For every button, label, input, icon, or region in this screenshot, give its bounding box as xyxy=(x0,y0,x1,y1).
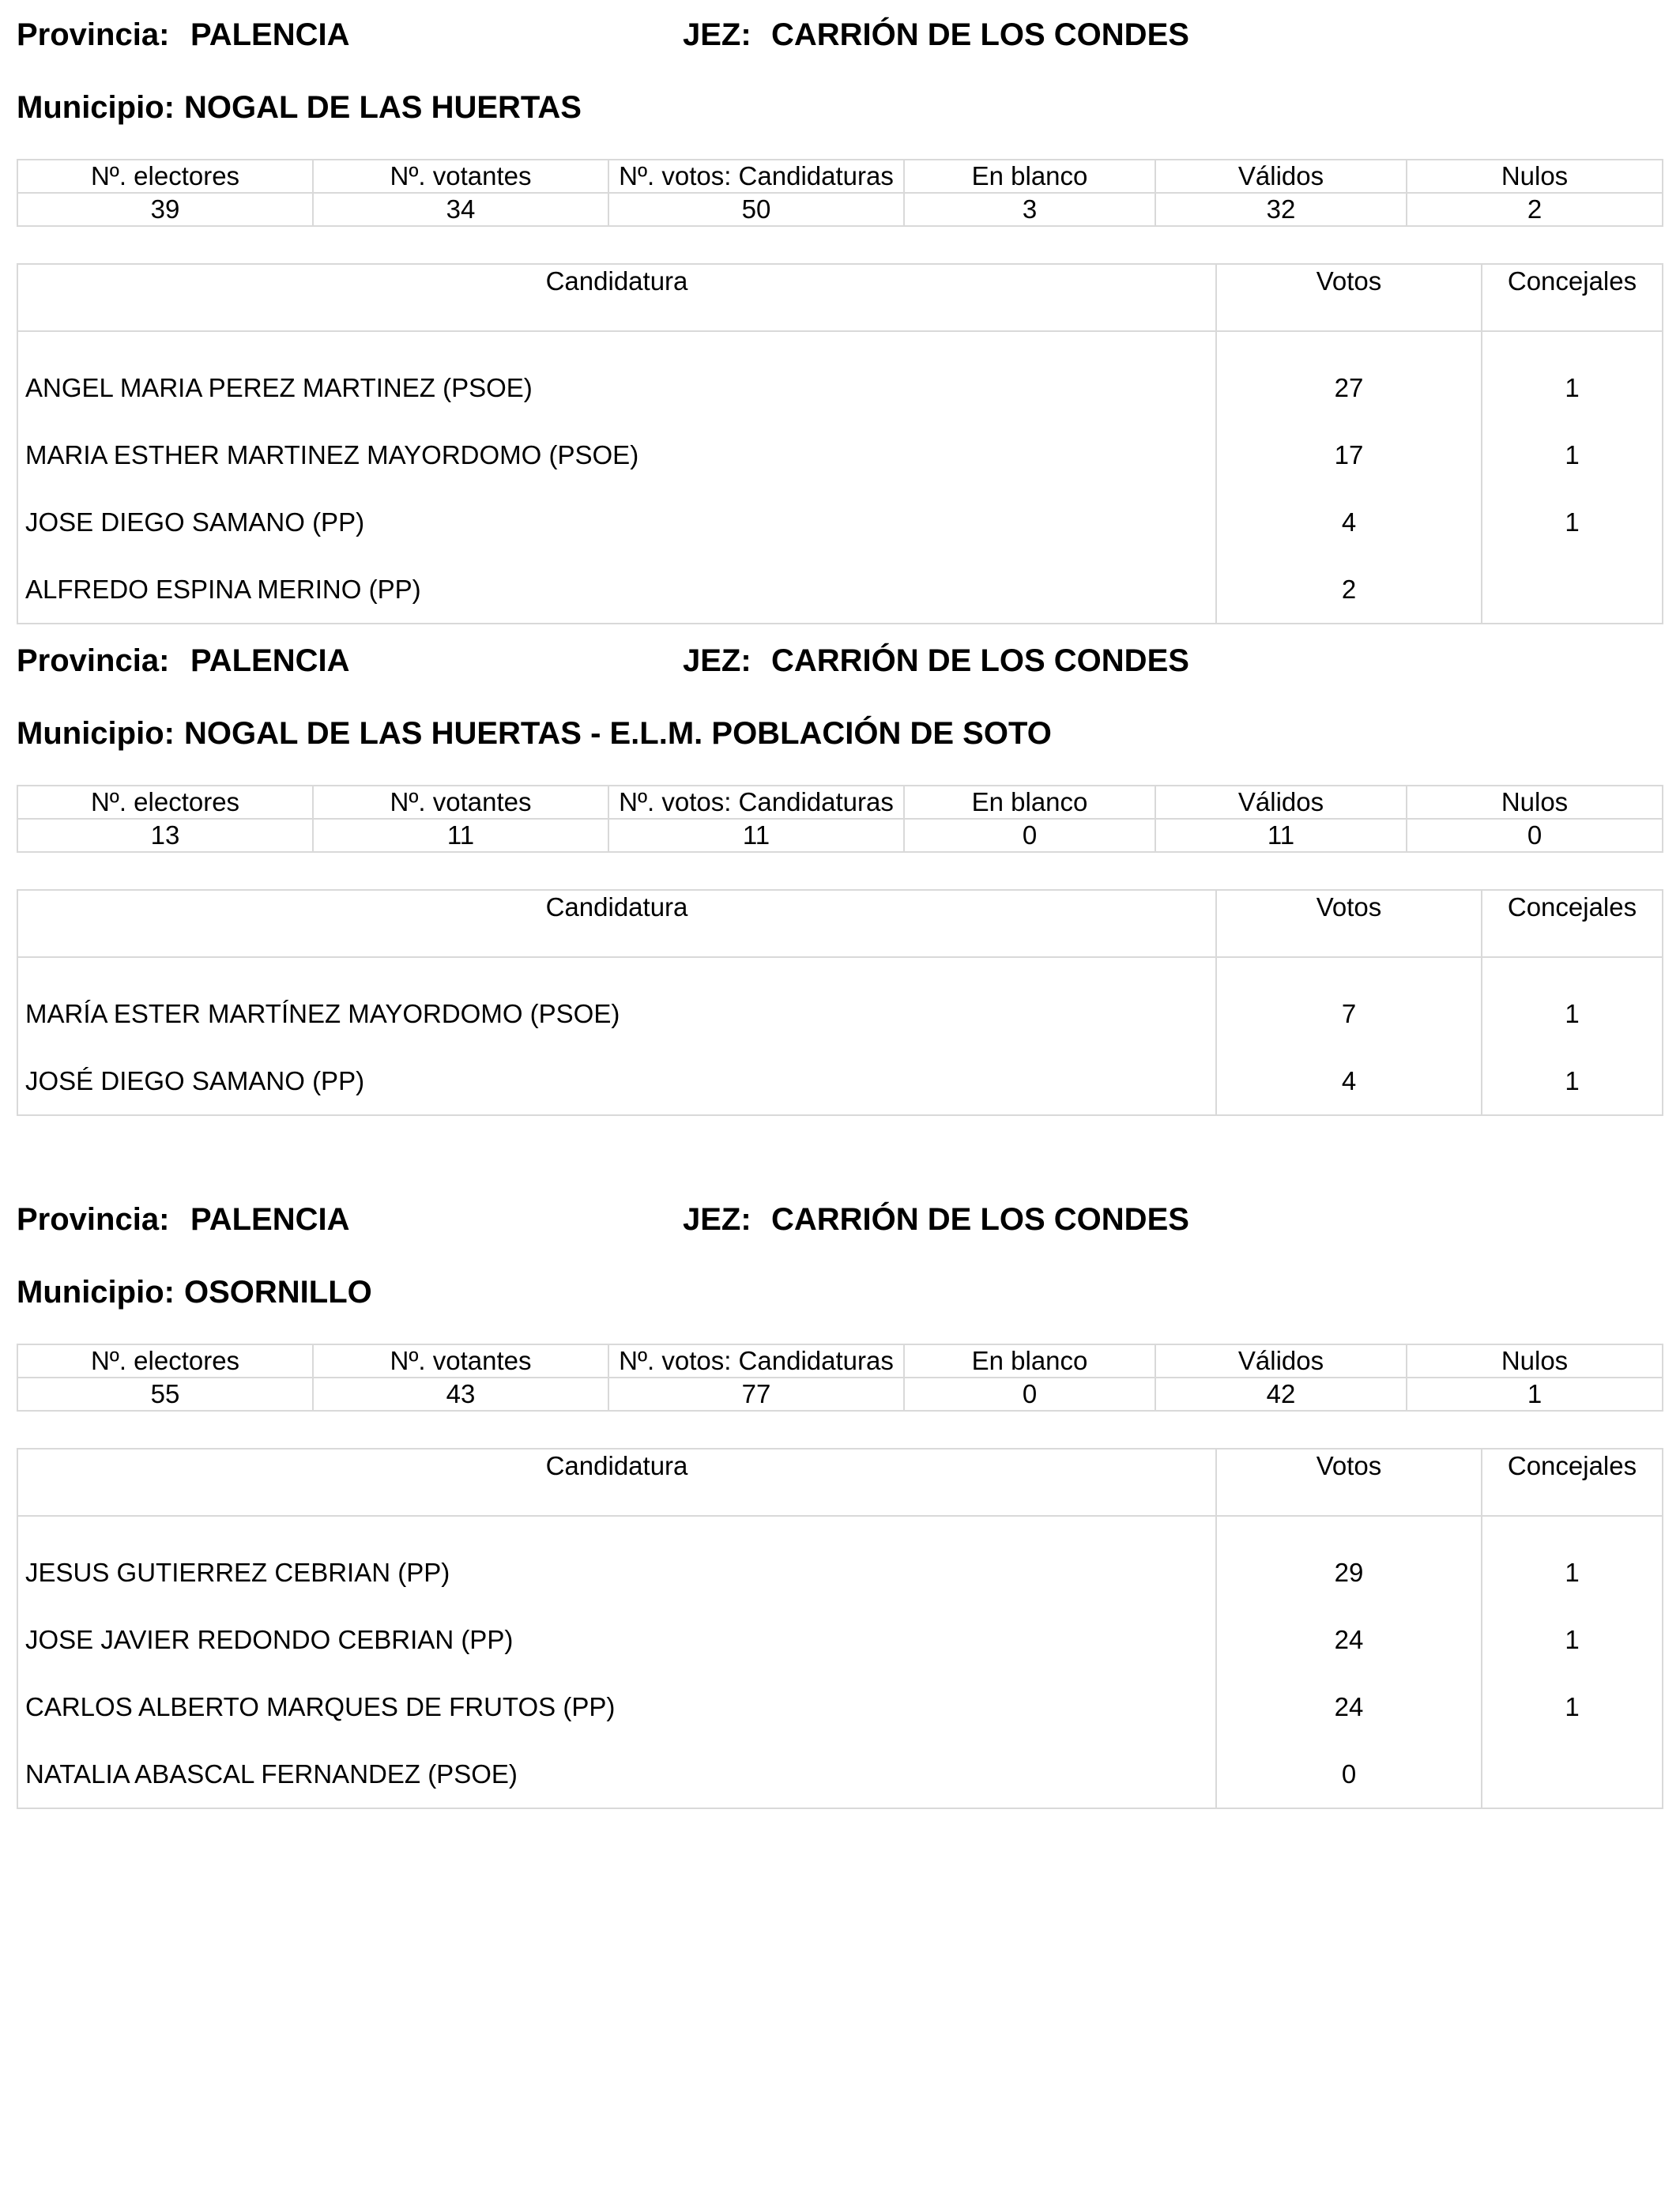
municipio-label: Municipio: xyxy=(17,90,175,125)
provincia-value: PALENCIA xyxy=(190,17,350,52)
candidate-concejales xyxy=(1482,556,1663,624)
jez-value: CARRIÓN DE LOS CONDES xyxy=(771,643,1189,678)
candidate-name: JESUS GUTIERREZ CEBRIAN (PP) xyxy=(17,1516,1216,1606)
candidate-name: JOSE DIEGO SAMANO (PP) xyxy=(17,488,1216,556)
stats-value-row xyxy=(17,1378,1663,1411)
candidate-votes: 2 xyxy=(1216,556,1482,624)
stats-header-cell: Válidos xyxy=(1155,160,1407,193)
municipio-section xyxy=(17,643,1662,1116)
candidate-name: CARLOS ALBERTO MARQUES DE FRUTOS (PP) xyxy=(17,1673,1216,1740)
candidate-concejales: 1 xyxy=(1565,439,1580,469)
jez-label: JEZ: xyxy=(683,1202,751,1237)
candidate-name: MARÍA ESTER MARTÍNEZ MAYORDOMO (PSOE) xyxy=(17,957,1216,1047)
candidate-concejales: 1 xyxy=(1565,1065,1580,1095)
stats-value-cell: 39 xyxy=(17,193,313,226)
candidate-row xyxy=(17,1516,1663,1606)
stats-value-cell: 77 xyxy=(608,1378,904,1411)
candidate-name: ANGEL MARIA PEREZ MARTINEZ (PSOE) xyxy=(17,331,1216,421)
provincia-label: Provincia: xyxy=(17,17,170,52)
stats-value-cell: 11 xyxy=(313,819,608,852)
candidates-header-row xyxy=(17,264,1663,331)
stats-value-cell: 1 xyxy=(1407,1378,1663,1411)
candidate-row xyxy=(17,1047,1663,1115)
candidate-row xyxy=(17,488,1663,556)
jez-value: CARRIÓN DE LOS CONDES xyxy=(771,17,1189,52)
provincia-label: Provincia: xyxy=(17,1202,170,1237)
stats-value-cell: 2 xyxy=(1407,193,1663,226)
candidates-table xyxy=(17,1448,1663,1809)
candidate-votes: 24 xyxy=(1216,1606,1482,1673)
provincia-value: PALENCIA xyxy=(190,1202,350,1237)
votos-header: Votos xyxy=(1216,890,1482,957)
provincia-label: Provincia: xyxy=(17,643,170,678)
concejales-header: Concejales xyxy=(1482,1449,1663,1516)
stats-header-cell: Nº. votos: Candidaturas xyxy=(608,1344,904,1378)
stats-header-cell: Nº. votantes xyxy=(313,1344,608,1378)
candidate-row xyxy=(17,556,1663,624)
stats-value-cell: 43 xyxy=(313,1378,608,1411)
stats-header-cell: En blanco xyxy=(904,1344,1155,1378)
municipio-title xyxy=(17,90,1662,138)
stats-header-row xyxy=(17,1344,1663,1378)
stats-value-cell: 0 xyxy=(904,819,1155,852)
municipio-value: OSORNILLO xyxy=(183,1275,372,1310)
candidates-header-row xyxy=(17,1449,1663,1516)
stats-value-cell: 11 xyxy=(608,819,904,852)
stats-value-cell: 3 xyxy=(904,193,1155,226)
candidate-concejales: 1 xyxy=(1565,1624,1580,1654)
stats-table xyxy=(17,785,1663,853)
candidate-name: NATALIA ABASCAL FERNANDEZ (PSOE) xyxy=(17,1740,1216,1808)
candidatura-header: Candidatura xyxy=(17,1449,1216,1516)
stats-value-cell: 0 xyxy=(1407,819,1663,852)
municipio-label: Municipio: xyxy=(17,716,175,751)
jez-value: CARRIÓN DE LOS CONDES xyxy=(771,1202,1189,1237)
candidate-votes: 17 xyxy=(1216,421,1482,488)
candidate-row xyxy=(17,331,1663,421)
candidate-row xyxy=(17,1606,1663,1673)
votos-header: Votos xyxy=(1216,264,1482,331)
candidate-concejales: 1 xyxy=(1565,998,1580,1028)
municipio-label: Municipio: xyxy=(17,1275,175,1310)
provincia-value: PALENCIA xyxy=(190,643,350,678)
candidates-header-row xyxy=(17,890,1663,957)
stats-value-row xyxy=(17,193,1663,226)
municipio-section xyxy=(17,1202,1662,1809)
stats-table xyxy=(17,1344,1663,1412)
stats-header-cell: Nº. votantes xyxy=(313,786,608,819)
stats-value-cell: 34 xyxy=(313,193,608,226)
stats-value-cell: 32 xyxy=(1155,193,1407,226)
candidate-votes: 4 xyxy=(1216,488,1482,556)
stats-header-row xyxy=(17,160,1663,193)
candidates-table xyxy=(17,889,1663,1116)
stats-value-cell: 0 xyxy=(904,1378,1155,1411)
municipio-section xyxy=(17,17,1662,624)
candidate-row xyxy=(17,421,1663,488)
candidate-name: JOSE JAVIER REDONDO CEBRIAN (PP) xyxy=(17,1606,1216,1673)
stats-header-cell: Nº. votantes xyxy=(313,160,608,193)
jez-label: JEZ: xyxy=(683,643,751,678)
candidate-votes: 24 xyxy=(1216,1673,1482,1740)
section-header xyxy=(17,1202,1662,1250)
candidate-votes: 29 xyxy=(1216,1516,1482,1606)
stats-header-cell: En blanco xyxy=(904,786,1155,819)
stats-table xyxy=(17,159,1663,227)
stats-header-cell: En blanco xyxy=(904,160,1155,193)
candidate-votes: 0 xyxy=(1216,1740,1482,1808)
stats-header-cell: Nº. electores xyxy=(17,160,313,193)
stats-value-cell: 50 xyxy=(608,193,904,226)
candidatura-header: Candidatura xyxy=(17,890,1216,957)
municipio-title xyxy=(17,716,1662,763)
votos-header: Votos xyxy=(1216,1449,1482,1516)
candidate-votes: 7 xyxy=(1216,957,1482,1047)
stats-header-cell: Válidos xyxy=(1155,786,1407,819)
candidate-row xyxy=(17,1673,1663,1740)
stats-header-cell: Nº. electores xyxy=(17,786,313,819)
stats-value-cell: 55 xyxy=(17,1378,313,1411)
municipio-value: NOGAL DE LAS HUERTAS xyxy=(183,90,582,125)
candidate-name: MARIA ESTHER MARTINEZ MAYORDOMO (PSOE) xyxy=(17,421,1216,488)
concejales-header: Concejales xyxy=(1482,890,1663,957)
stats-header-cell: Nº. votos: Candidaturas xyxy=(608,160,904,193)
section-header xyxy=(17,17,1662,65)
candidate-row xyxy=(17,957,1663,1047)
candidate-concejales xyxy=(1482,1740,1663,1808)
stats-header-cell: Nº. electores xyxy=(17,1344,313,1378)
stats-header-cell: Válidos xyxy=(1155,1344,1407,1378)
jez-label: JEZ: xyxy=(683,17,751,52)
candidate-concejales: 1 xyxy=(1565,507,1580,537)
candidate-concejales: 1 xyxy=(1565,372,1580,402)
section-header xyxy=(17,643,1662,691)
candidate-name: JOSÉ DIEGO SAMANO (PP) xyxy=(17,1047,1216,1115)
candidatura-header: Candidatura xyxy=(17,264,1216,331)
candidates-table xyxy=(17,263,1663,624)
candidate-row xyxy=(17,1740,1663,1808)
candidate-votes: 4 xyxy=(1216,1047,1482,1115)
stats-value-row xyxy=(17,819,1663,852)
stats-value-cell: 42 xyxy=(1155,1378,1407,1411)
stats-value-cell: 13 xyxy=(17,819,313,852)
stats-header-cell: Nulos xyxy=(1407,786,1663,819)
stats-header-cell: Nulos xyxy=(1407,1344,1663,1378)
municipio-title xyxy=(17,1275,1662,1322)
municipio-value: NOGAL DE LAS HUERTAS - E.L.M. POBLACIÓN DE SOTO xyxy=(183,716,1052,751)
stats-header-cell: Nº. votos: Candidaturas xyxy=(608,786,904,819)
candidate-name: ALFREDO ESPINA MERINO (PP) xyxy=(17,556,1216,624)
candidate-votes: 27 xyxy=(1216,331,1482,421)
stats-value-cell: 11 xyxy=(1155,819,1407,852)
candidate-concejales: 1 xyxy=(1565,1557,1580,1587)
stats-header-cell: Nulos xyxy=(1407,160,1663,193)
candidate-concejales: 1 xyxy=(1565,1691,1580,1721)
stats-header-row xyxy=(17,786,1663,819)
concejales-header: Concejales xyxy=(1482,264,1663,331)
